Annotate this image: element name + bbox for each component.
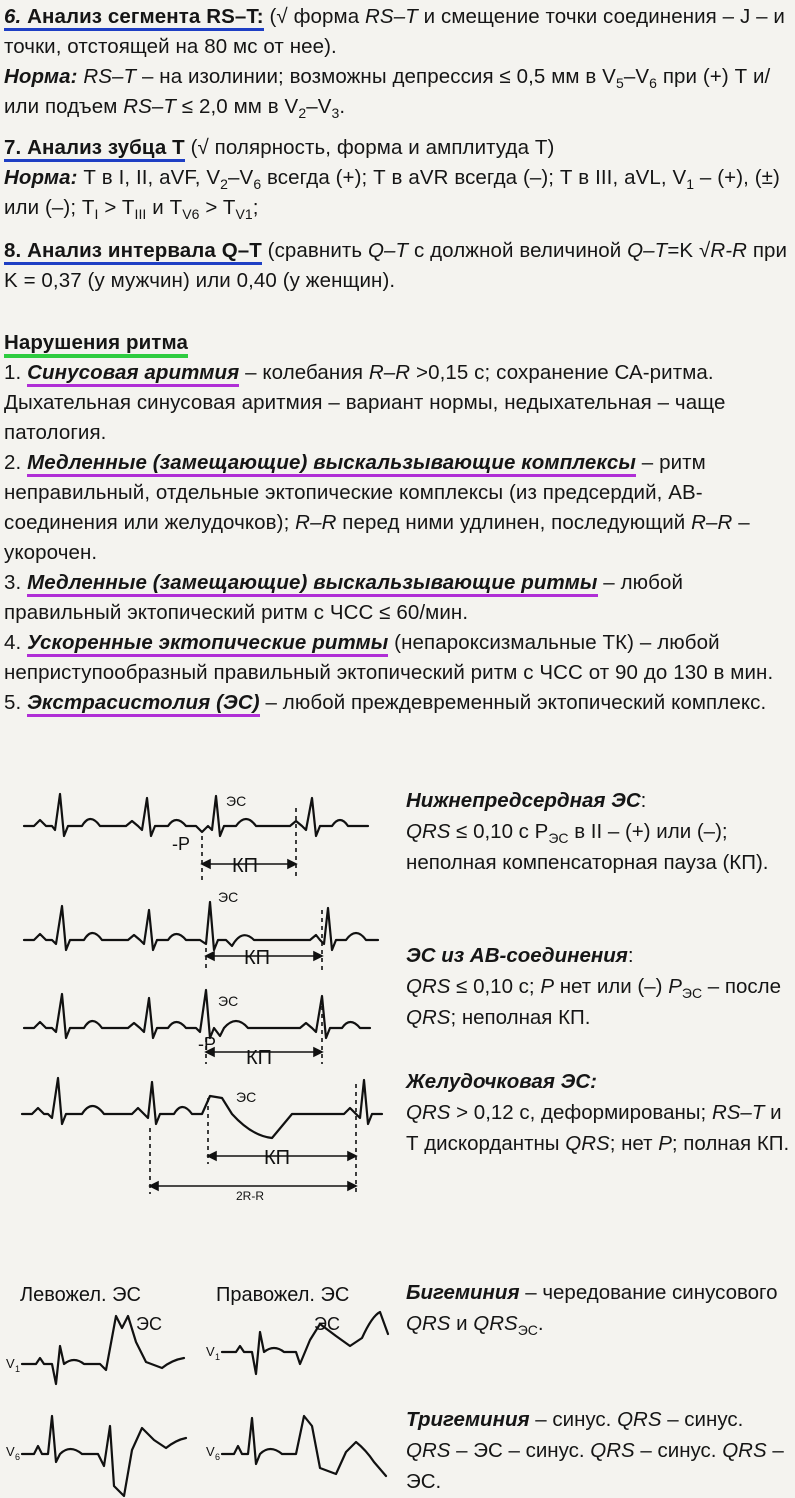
es-ecg-diagrams bbox=[0, 780, 400, 1210]
ecg-strip-ventricular bbox=[22, 1078, 382, 1138]
ventricular-es-desc: Желудочковая ЭС: QRS > 0,12 с, деформированы; RS–T и Т дискордантны QRS; нет P; полная КП. bbox=[406, 1070, 790, 1155]
lead-v1-right: V bbox=[206, 1344, 215, 1359]
ecg-strip-av bbox=[24, 902, 378, 950]
minus-p-label-3: -P bbox=[198, 1034, 216, 1054]
rhythm-item-4: 4. Ускоренные эктопические ритмы (непароксизмальные ТК) – любой неприступообразный правильный эктопический ритм с ЧСС от 90 до 130 в мин. bbox=[4, 631, 774, 684]
es-label-3: ЭС bbox=[218, 993, 239, 1009]
es-label-1: ЭС bbox=[226, 793, 247, 809]
kp-label-1: КП bbox=[232, 855, 259, 877]
section-8: 8. Анализ интервала Q–T (сравнить Q–T с должной величиной Q–T=K √R-R при K = 0,37 (у мужчин) или 0,40 (у женщин). bbox=[4, 239, 788, 292]
bigeminy-desc: Бигеминия – чередование синусового QRS и $QRS_{ЭС}$. bbox=[406, 1281, 778, 1339]
lead-v6-left-sub: 6 bbox=[15, 1452, 21, 1462]
ecg-strip-lower-atrial bbox=[24, 794, 368, 836]
section-6: 6. Анализ сегмента RS–T: (√ форма RS–T и смещение точки соединения – J – и точки, отстоящей на 80 мс от нее). Норма: RS–T – на изолинии; возможны депрессия ≤ 0,5 мм в $V_5-V_6$ при (+) Т и/или подъем RS–T ≤ 2,0 мм в $V_2-V_3$. bbox=[4, 5, 785, 122]
rhythm-item-5: 5. Экстрасистолия (ЭС) – любой преждевременный эктопический комплекс. bbox=[4, 688, 790, 718]
section-6-title: 6. Анализ сегмента RS–T: bbox=[4, 5, 264, 31]
lead-v6-right-sub: 6 bbox=[215, 1452, 221, 1462]
ventricular-es-morphology bbox=[0, 1276, 400, 1498]
lead-v6-right: V bbox=[206, 1444, 215, 1459]
ecg-strip-av-retro bbox=[24, 990, 370, 1038]
es-label-2: ЭС bbox=[218, 889, 239, 905]
trigeminy-desc: Тригеминия – синус. QRS – синус. QRS – ЭС – синус. QRS – синус. QRS – ЭС. bbox=[406, 1408, 784, 1493]
lead-v1-left-sub: 1 bbox=[15, 1364, 21, 1374]
av-es-desc: ЭС из АВ-соединения: QRS ≤ 0,10 с; P нет или (–) $P_{ЭС}$ – после QRS; неполная КП. bbox=[406, 944, 781, 1029]
lead-v1-right-sub: 1 bbox=[215, 1352, 221, 1362]
lower-atrial-es-desc: Нижнепредсердная ЭС: QRS ≤ 0,10 с $P_{ЭС}$ в II – (+) или (–); неполная компенсаторная пауза (КП). bbox=[406, 789, 769, 874]
right-ventricular-es-title: Правожел. ЭС bbox=[216, 1284, 350, 1306]
norm-label: Норма: bbox=[4, 65, 78, 88]
kp-label-2: КП bbox=[244, 947, 271, 969]
two-rr-label: 2R-R bbox=[236, 1189, 265, 1203]
es-label-4: ЭС bbox=[236, 1089, 257, 1105]
kp-label-4: КП bbox=[264, 1147, 291, 1169]
section-6-desc: и смещение точки соединения – J – и точки, отстоящей на 80 мс от нее). bbox=[4, 5, 785, 58]
rhythm-section bbox=[4, 328, 790, 718]
minus-p-label-1: -P bbox=[172, 834, 190, 854]
rhythm-item-1: 1. Синусовая аритмия – колебания R–R >0,15 с; сохранение СА-ритма. Дыхательная синусовая аритмия – вариант нормы, недыхательная – чаще патология. bbox=[4, 361, 726, 444]
rv-es-v6 bbox=[222, 1416, 386, 1476]
es-label-right: ЭС bbox=[314, 1314, 340, 1334]
rhythm-item-2: 2. Медленные (замещающие) выскальзывающие комплексы – ритм неправильный, отдельные эктопические комплексы (из предсердий, АВ-соединения или желудочков); R–R перед ними удлинен, последующий R–R – укорочен. bbox=[4, 451, 750, 564]
norm-label: Норма: bbox=[4, 166, 78, 189]
es-label-left: ЭС bbox=[136, 1314, 162, 1334]
kp-label-3: КП bbox=[246, 1047, 273, 1069]
section-8-title: 8. Анализ интервала Q–T bbox=[4, 239, 262, 265]
left-ventricular-es-title: Левожел. ЭС bbox=[20, 1284, 141, 1306]
rhythm-title: Нарушения ритма bbox=[4, 331, 188, 358]
section-7-desc: (√ полярность, форма и амплитуда Т) bbox=[190, 136, 555, 159]
lead-v6-left: V bbox=[6, 1444, 15, 1459]
rv-es-v1 bbox=[222, 1312, 388, 1374]
section-7: 7. Анализ зубца Т (√ полярность, форма и амплитуда Т) Норма: Т в I, II, aVF, $V_2-V_6$ всегда (+); Т в aVR всегда (–); Т в III, aVL, $V_1$ – (+), (±) или (–); $T_I > T_{III}$ и $T_{V6} > T_{V1}$; bbox=[4, 136, 780, 223]
lv-es-v6 bbox=[22, 1416, 186, 1496]
lead-v1-left: V bbox=[6, 1356, 15, 1371]
section-7-title: 7. Анализ зубца Т bbox=[4, 136, 185, 162]
rhythm-item-3: 3. Медленные (замещающие) выскальзывающие ритмы – любой правильный эктопический ритм с ЧСС ≤ 60/мин. bbox=[4, 571, 684, 624]
